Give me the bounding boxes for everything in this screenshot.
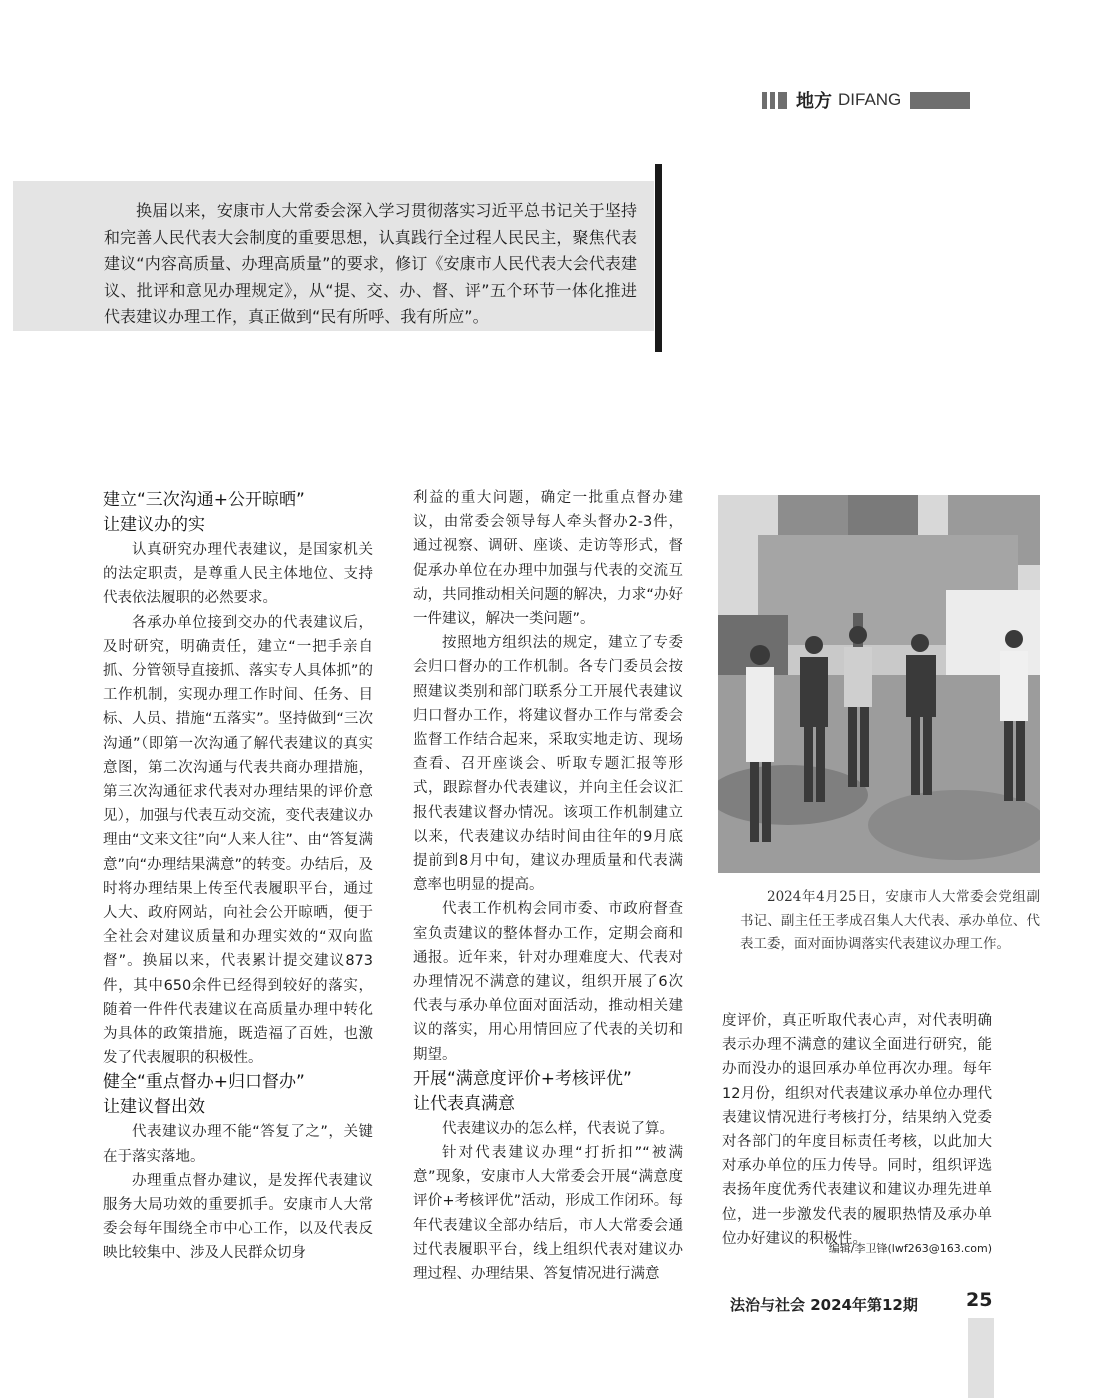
paragraph: 代表工作机构会同市委、市政府督查室负责建议的整体督办工作，定期会商和通报。近年来，针对办理难度大、代表对办理情况不满意的建议，组织开展了6次代表与承办单位面对面活动，推动相关建议的落实，用心用情回应了代表的关切和期望。 xyxy=(413,901,683,1063)
paragraph: 代表建议办的怎么样，代表说了算。 xyxy=(442,1120,674,1137)
page-number: 25 xyxy=(966,1289,993,1311)
journal-footer: 法治与社会 2024年第12期 xyxy=(730,1296,918,1314)
section-1-heading-line-2: 让建议办的实 xyxy=(103,515,205,535)
section-2-heading-line-1: 健全“重点督办+归口督办” xyxy=(103,1072,305,1093)
section-title: 地方 xyxy=(796,91,832,112)
paragraph: 针对代表建议办理“打折扣”“被满意”现象，安康市人大常委会开展“满意度评价+考核评优”活动，形成工作闭环。每年代表建议全部办结后，市人大常委会通过代表履职平台，线上组织代表对建议办理过程、办理结果、答复情况进行满意 xyxy=(413,1145,683,1283)
paragraph: 按照地方组织法的规定，建立了专委会归口督办的工作机制。各专门委员会按照建议类别和部门联系分工开展代表建议归口督办工作，将建议督办工作与常委会监督工作结合起来，采取实地走访、现场查看、召开座谈会、听取专题汇报等形式，跟踪督办代表建议，并向主任会议汇报代表建议督办情况。该项工作机制建立以来，代表建议办结时间由往年的9月底提前到8月中旬，建议办理质量和代表满意率也明显的提高。 xyxy=(413,635,683,894)
section-3-heading-line-2: 让代表真满意 xyxy=(413,1093,515,1114)
photo-illustration xyxy=(718,495,1040,873)
paragraph: 各承办单位接到交办的代表建议后，及时研究，明确责任，建立“一把手亲自抓、分管领导直接抓、落实专人具体抓”的工作机制，实现办理工作时间、任务、目标、人员、措施“五落实”。坚持做到“三次沟通”（即第一次沟通了解代表建议的真实意图，第二次沟通与代表共商办理措施，第三次沟通征求代表对办理结果的评价意见），加强与代表互动交流，变代表建议办理由“文来文往”向“人来人往”、由“答复满意”向“办理结果满意”的转变。办结后，及时将办理结果上传至代表履职平台，通过人大、政府网站，向社会公开晾晒，便于全社会对建议质量和办理实效的“双向监督”。换届以来，代表累计提交建议873件，其中650余件已经得到较好的落实，随着一件件代表建议在高质量办理中转化为具体的政策措施，既造福了百姓，也激发了代表履职的积极性。 xyxy=(103,614,373,1067)
column-3 xyxy=(722,1009,992,1251)
column-2 xyxy=(413,486,683,1286)
section-title-en: DIFANG xyxy=(838,90,902,109)
section-2-heading-line-2: 让建议督出效 xyxy=(103,1097,205,1118)
editor-credit: 编辑/李卫锋(lwf263@163.com) xyxy=(828,1242,992,1255)
header-bar-mark xyxy=(778,92,787,109)
section-1-heading-line-1: 建立“三次沟通+公开晾晒” xyxy=(103,490,305,510)
paragraph-continued: 利益的重大问题，确定一批重点督办建议，由常委会领导每人牵头督办2-3件，通过视察、调研、座谈、走访等形式，督促承办单位在办理中加强与代表的交流互动，共同推动相关问题的解决，力求“办好一件建议，解决一类问题”。 xyxy=(413,490,683,628)
news-photo xyxy=(718,495,1040,873)
section-3-heading-line-1: 开展“满意度评价+考核评优” xyxy=(413,1068,632,1089)
header-bar-long xyxy=(910,92,970,109)
paragraph: 代表建议办理不能“答复了之”，关键在于落实落地。 xyxy=(103,1124,373,1165)
page-edge-strip xyxy=(968,1318,994,1398)
lead-rule xyxy=(655,164,662,352)
lead-paragraph: 换届以来，安康市人大常委会深入学习贯彻落实习近平总书记关于坚持和完善人民代表大会制度的重要思想，认真践行全过程人民民主，聚焦代表建议“内容高质量、办理高质量”的要求，修订《安康市人民代表大会代表建议、批评和意见办理规定》，从“提、交、办、督、评”五个环节一体化推进代表建议办理工作，真正做到“民有所呼、我有所应”。 xyxy=(104,201,637,326)
header-bar-mark xyxy=(762,92,767,109)
header-bar-mark xyxy=(770,92,775,109)
paragraph-continued: 度评价，真正听取代表心声，对代表明确表示办理不满意的建议全面进行研究，能办而没办的退回承办单位再次办理。每年12月份，组织对代表建议承办单位办理代表建议情况进行考核打分，结果纳入党委对各部门的年度目标责任考核，以此加大对承办单位的压力传导。同时，组织评选表扬年度优秀代表建议和建议办理先进单位，进一步激发代表的履职热情及承办单位办好建议的积极性。 xyxy=(722,1013,992,1247)
paragraph: 认真研究办理代表建议，是国家机关的法定职责，是尊重人民主体地位、支持代表依法履职的必然要求。 xyxy=(103,542,373,607)
paragraph: 办理重点督办建议，是发挥代表建议服务大局功效的重要抓手。安康市人大常委会每年围绕全市中心工作，以及代表反映比较集中、涉及人民群众切身 xyxy=(103,1172,373,1262)
section-header xyxy=(762,90,970,110)
photo-caption: 2024年4月25日，安康市人大常委会党组副书记、副主任王孝成召集人大代表、承办单位、代表工委，面对面协调落实代表建议办理工作。 xyxy=(740,889,1040,952)
column-1 xyxy=(103,488,373,1266)
